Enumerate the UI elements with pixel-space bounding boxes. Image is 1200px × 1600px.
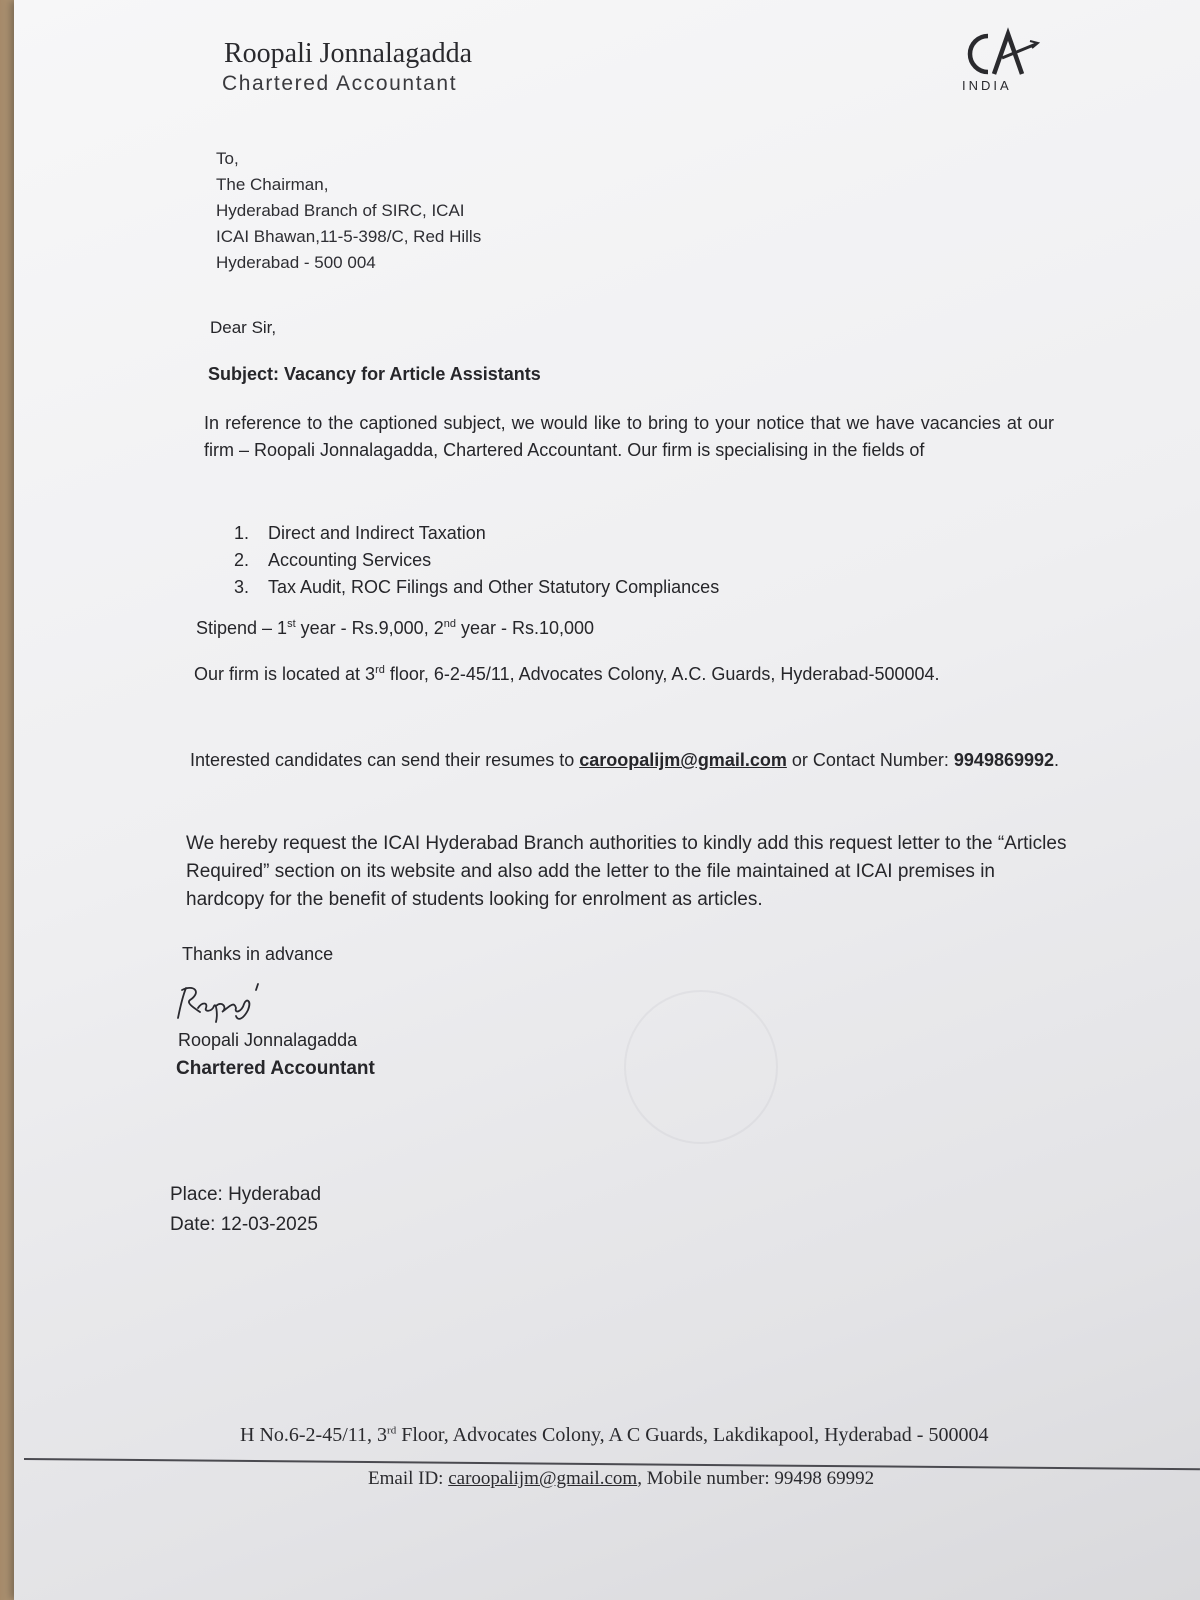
request-paragraph: We hereby request the ICAI Hyderabad Branch authorities to kindly add this request letter to the “Articles Required” section on its website and also add the letter to the file maintained at ICAI premises in hardcopy for the benefit of students looking for enrolment as articles. bbox=[186, 833, 1067, 910]
faint-seal bbox=[624, 990, 778, 1144]
recipient-line: The Chairman, bbox=[216, 175, 329, 194]
footer-email-link[interactable]: caroopalijm@gmail.com bbox=[448, 1468, 638, 1489]
list-text: Accounting Services bbox=[268, 550, 432, 570]
list-number: 1. bbox=[234, 523, 250, 543]
list-item bbox=[234, 574, 719, 601]
place-line: Place: Hyderabad bbox=[170, 1184, 322, 1205]
footer-text: Floor, Advocates Colony, A C Guards, Lakdikapool, Hyderabad - 500004 bbox=[396, 1424, 989, 1446]
date-line: Date: 12-03-2025 bbox=[170, 1214, 318, 1235]
location-line bbox=[194, 664, 940, 685]
footer-contact bbox=[368, 1468, 874, 1490]
place-date-block bbox=[170, 1180, 321, 1240]
subject-line: Subject: Vacancy for Article Assistants bbox=[208, 364, 541, 384]
contact-text: . bbox=[1054, 750, 1060, 770]
letter-page bbox=[14, 0, 1200, 1600]
footer-sup: rd bbox=[387, 1424, 397, 1437]
contact-email-link[interactable]: caroopalijm@gmail.com bbox=[579, 750, 787, 770]
recipient-line: ICAI Bhawan,11-5-398/C, Red Hills bbox=[216, 227, 482, 246]
contact-phone: 9949869992 bbox=[953, 750, 1055, 770]
list-number: 3. bbox=[234, 577, 250, 597]
stipend-sup: nd bbox=[443, 618, 456, 630]
firm-name: Roopali Jonnalagadda bbox=[224, 38, 473, 69]
contact-text: Interested candidates can send their resumes to bbox=[190, 750, 580, 770]
recipient-line: To, bbox=[216, 149, 239, 168]
signer-title: Chartered Accountant bbox=[176, 1058, 375, 1079]
footer-text: H No.6-2-45/11, 3 bbox=[240, 1424, 388, 1446]
contact-paragraph bbox=[190, 746, 1068, 774]
firm-title: Chartered Accountant bbox=[222, 72, 458, 95]
list-text: Direct and Indirect Taxation bbox=[268, 523, 486, 543]
signer-name: Roopali Jonnalagadda bbox=[178, 1030, 358, 1050]
salutation: Dear Sir, bbox=[210, 318, 277, 337]
stipend-text: year - Rs.10,000 bbox=[455, 618, 595, 638]
stipend-text: year - Rs.9,000, 2 bbox=[295, 618, 444, 638]
footer-address bbox=[240, 1424, 988, 1447]
signature-icon bbox=[172, 978, 292, 1030]
recipient-line: Hyderabad - 500 004 bbox=[216, 253, 376, 272]
services-list bbox=[234, 520, 719, 601]
recipient-address bbox=[216, 146, 481, 276]
location-text: Our firm is located at 3 bbox=[194, 664, 376, 684]
location-text: floor, 6-2-45/11, Advocates Colony, A.C. Guards, Hyderabad-500004. bbox=[384, 664, 940, 684]
recipient-line: Hyderabad Branch of SIRC, ICAI bbox=[216, 201, 465, 220]
stipend-text: Stipend – 1 bbox=[196, 618, 288, 638]
list-text: Tax Audit, ROC Filings and Other Statutory Compliances bbox=[268, 577, 720, 597]
contact-text: or Contact Number: bbox=[786, 750, 954, 770]
logo-text: INDIA bbox=[962, 78, 1012, 93]
closing-line: Thanks in advance bbox=[182, 944, 334, 964]
stipend-sup: st bbox=[287, 618, 296, 630]
location-sup: rd bbox=[375, 664, 385, 676]
list-number: 2. bbox=[234, 550, 250, 570]
footer-text: , Mobile number: 99498 69992 bbox=[637, 1468, 875, 1489]
list-item bbox=[234, 520, 719, 547]
intro-paragraph: In reference to the captioned subject, we would like to bring to your notice that we have vacancies at our firm – Roopali Jonnalagadda, Chartered Accountant. Our firm is specialising in the fields of bbox=[204, 413, 1054, 460]
list-item bbox=[234, 547, 719, 574]
footer-text: Email ID: bbox=[368, 1468, 449, 1489]
stipend-line bbox=[196, 618, 594, 639]
